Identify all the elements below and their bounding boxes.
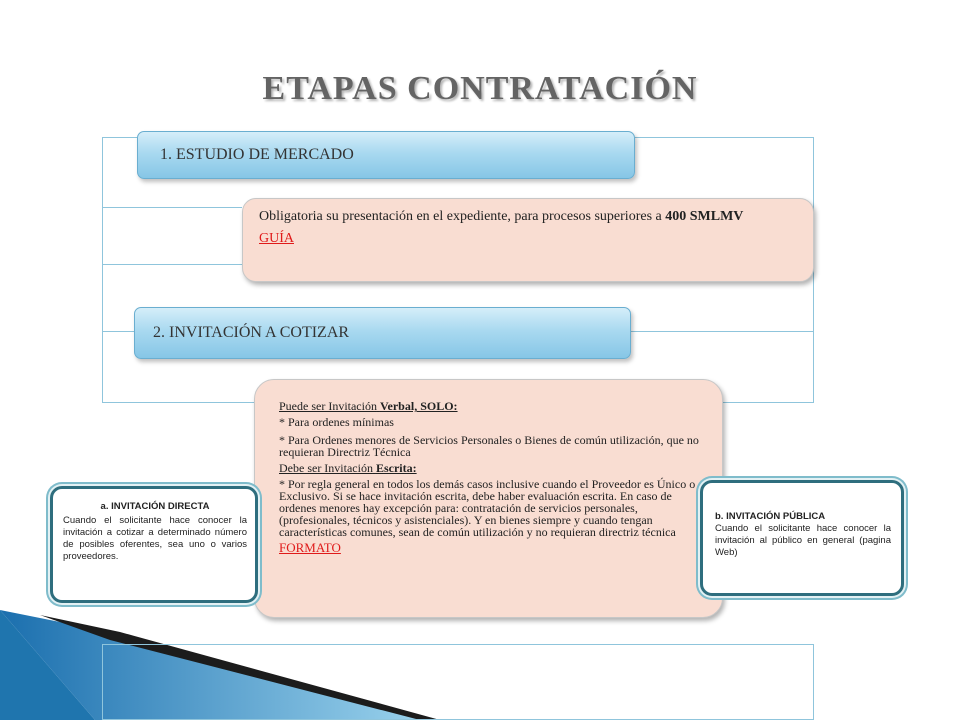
step1-header [137,131,635,179]
divider-line [102,207,242,208]
written-heading: Debe ser Invitación Escrita: [279,461,417,475]
public-invitation-text: Cuando el solicitante hace conocer la invitación al público en general (pagina Web) [715,523,891,558]
public-invitation-heading: b. INVITACIÓN PÚBLICA [715,511,826,522]
direct-invitation-box [50,486,258,603]
direct-invitation-heading: a. INVITACIÓN DIRECTA [100,501,210,512]
list-item: * Para Ordenes menores de Servicios Personales o Bienes de común utilización, que no requieran Directriz Técnica [279,433,699,459]
step2-detail-box [254,379,723,618]
direct-invitation-text: Cuando el solicitante hace conocer la invitación a cotizar a determinado número de posibles oferentes, sea uno o varios proveedores. [63,515,247,562]
formato-link[interactable]: FORMATO [279,540,341,555]
verbal-heading: Puede ser Invitación Verbal, SOLO: [279,399,458,413]
public-invitation-box [700,480,904,596]
verbal-list [279,416,704,458]
written-text: * Por regla general en todos los demás casos inclusive cuando el Proveedor es Único o Exclusivo. Si se hace invitación escrita, debe haber evaluación escrita. En caso de ordenes menores hay excepción para: contratación de servicios personales, (profesionales, técnicos y asistenciales). Y en bienes siempre y cuando tengan características comunes, sean de común utilización y no requieran directriz técnica [279,477,696,539]
step1-detail-box [242,198,814,282]
step1-amount: 400 SMLMV [665,209,744,224]
guia-link[interactable]: GUÍA [259,231,294,246]
page-title: ETAPAS CONTRATACIÓN [262,70,698,107]
frame-bottom [102,644,814,720]
list-item: * Para ordenes mínimas [279,415,394,429]
step1-label: 1. ESTUDIO DE MERCADO [160,146,354,163]
step2-header [134,307,631,359]
step2-label: 2. INVITACIÓN A COTIZAR [153,324,350,341]
step1-text: Obligatoria su presentación en el expediente, para procesos superiores a [259,209,662,224]
